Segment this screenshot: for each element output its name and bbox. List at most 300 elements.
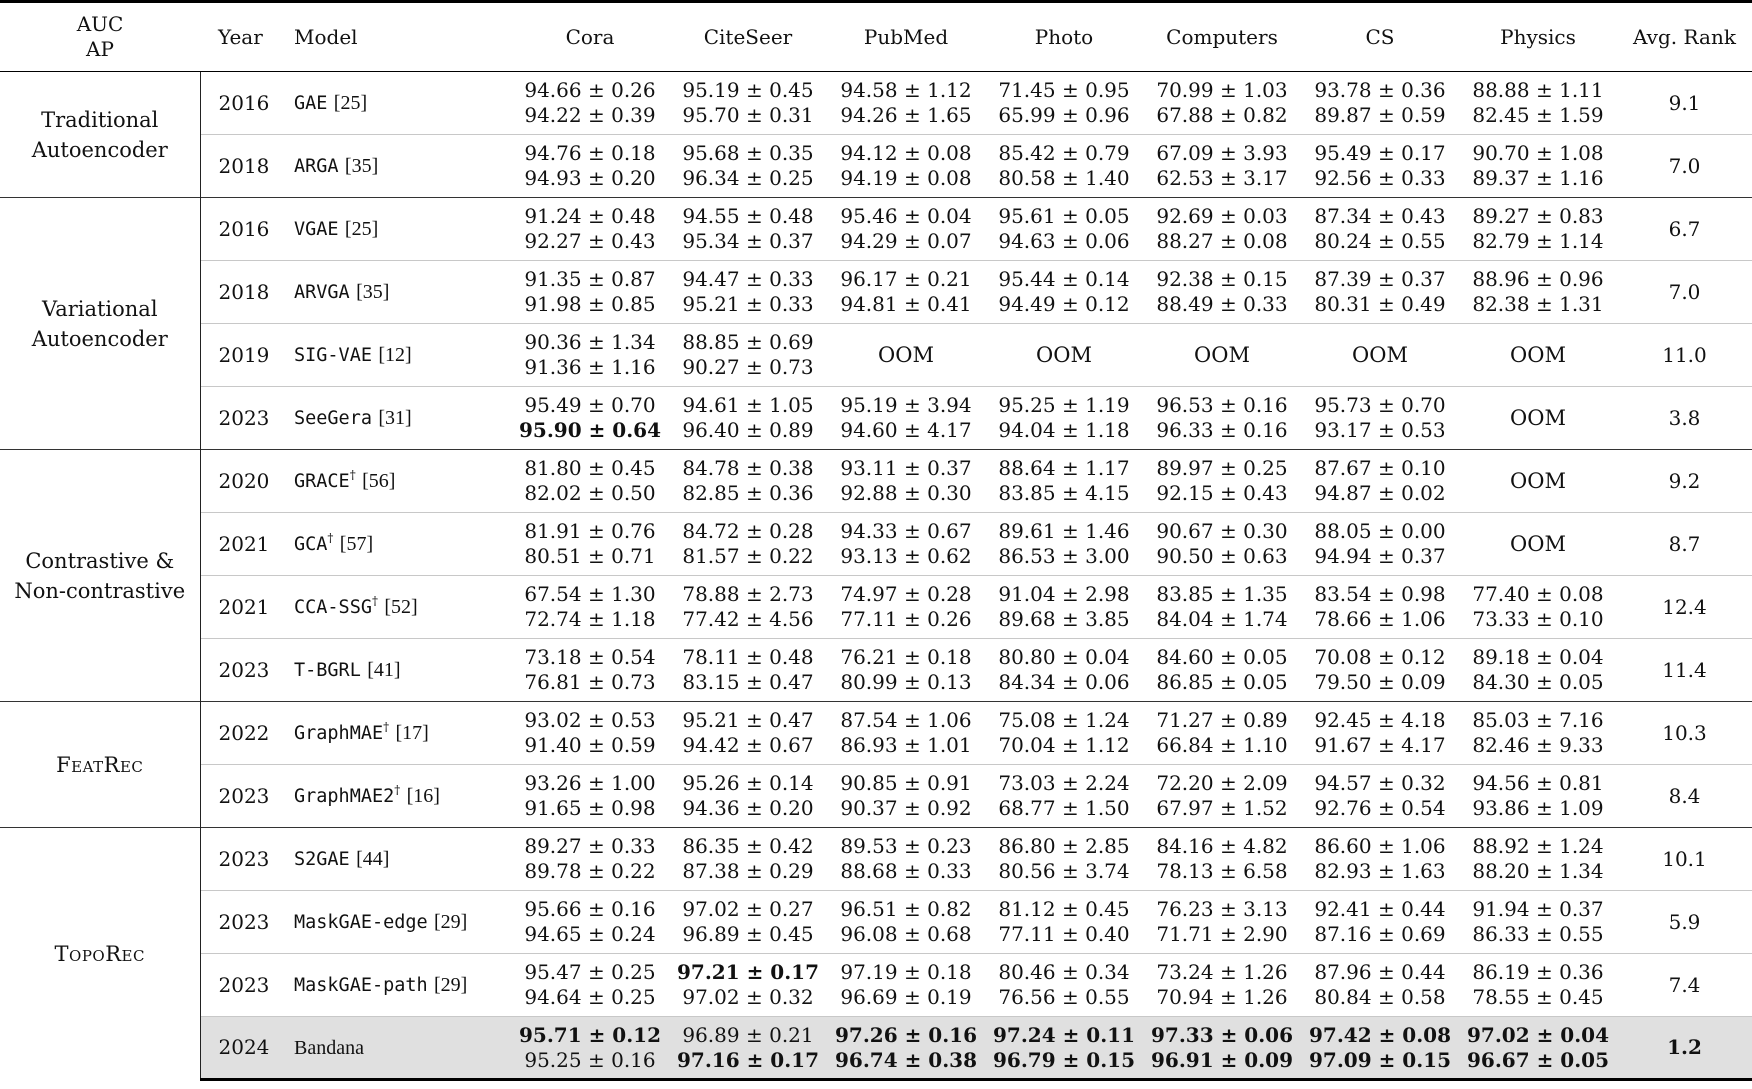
metric-cell [985,828,1143,891]
metric-cell [1459,261,1617,324]
ap-value: 94.29 ± 0.07 [840,229,972,253]
auc-value: 88.85 ± 0.69 [682,330,814,354]
model-header: Model [279,2,511,72]
year-cell: 2023 [200,828,279,891]
auc-value: 91.04 ± 2.98 [998,582,1130,606]
auc-value: 91.24 ± 0.48 [524,204,656,228]
ap-value: 81.57 ± 0.22 [682,544,814,568]
ap-value: 94.42 ± 0.67 [682,733,814,757]
metric-cell [827,1017,985,1080]
ap-value: 82.46 ± 9.33 [1472,733,1604,757]
auc-value: 97.21 ± 0.17 [676,960,820,984]
ap-value: 92.76 ± 0.54 [1314,796,1446,820]
model-name: GAE [294,93,328,114]
ap-value: 96.34 ± 0.25 [682,166,814,190]
auc-value: 92.69 ± 0.03 [1156,204,1288,228]
ap-value: 67.88 ± 0.82 [1156,103,1288,127]
metric-cell [827,702,985,765]
metric-cell [985,954,1143,1017]
metric-cell [1143,387,1301,450]
table-row [0,954,1752,1017]
metric-cell [1143,954,1301,1017]
metric-cell [669,828,827,891]
auc-value: 87.34 ± 0.43 [1314,204,1446,228]
ap-value: 80.51 ± 0.71 [524,544,656,568]
auc-value: 86.80 ± 2.85 [998,834,1130,858]
table-row [0,387,1752,450]
metric-cell [511,576,669,639]
avg-rank-header: Avg. Rank [1617,2,1752,72]
metric-cell [1143,765,1301,828]
auc-value: 94.47 ± 0.33 [682,267,814,291]
metric-cell [669,72,827,135]
avg-rank-cell: 12.4 [1617,576,1752,639]
avg-rank-cell: 8.4 [1617,765,1752,828]
citation-ref: [25] [344,218,379,240]
metric-cell [511,702,669,765]
ap-value: 96.91 ± 0.09 [1150,1047,1294,1072]
table-row [0,198,1752,261]
avg-rank-cell: 7.4 [1617,954,1752,1017]
model-name: T-BGRL [294,660,361,681]
metric-cell [1301,954,1459,1017]
auc-value: 71.45 ± 0.95 [998,78,1130,102]
metric-cell [1459,72,1617,135]
ap-value: 62.53 ± 3.17 [1156,166,1288,190]
auc-value: 94.76 ± 0.18 [524,141,656,165]
table-row [0,639,1752,702]
group-label-line: FeatRec [56,752,144,777]
ap-value: 94.81 ± 0.41 [840,292,972,316]
auc-value: 86.35 ± 0.42 [682,834,814,858]
ap-value: 90.27 ± 0.73 [682,355,814,379]
oom-value: OOM [1510,405,1566,430]
ap-value: 91.98 ± 0.85 [524,292,656,316]
ap-value: 77.11 ± 0.26 [840,607,972,631]
auc-value: 96.89 ± 0.21 [682,1022,814,1047]
auc-value: 67.09 ± 3.93 [1156,141,1288,165]
metric-cell [1459,1017,1617,1080]
auc-value: 94.12 ± 0.08 [840,141,972,165]
metric-cell [511,1017,669,1080]
ap-value: 94.22 ± 0.39 [524,103,656,127]
metric-cell [1301,1017,1459,1080]
citation-ref: [12] [378,344,412,366]
metric-cell [1459,513,1617,576]
ap-value: 94.65 ± 0.24 [524,922,656,946]
metric-cell [1301,198,1459,261]
oom-value: OOM [1510,468,1566,493]
dataset-header-photo: Photo [985,2,1143,72]
ap-value: 95.70 ± 0.31 [682,103,814,127]
metric-ap-label: AP [86,37,114,61]
auc-value: 94.56 ± 0.81 [1472,771,1604,795]
metric-cell [1301,765,1459,828]
metric-cell [827,891,985,954]
ap-value: 93.13 ± 0.62 [840,544,972,568]
ap-value: 84.30 ± 0.05 [1472,670,1604,694]
auc-value: 84.78 ± 0.38 [682,456,814,480]
citation-ref: [35] [356,281,390,303]
metric-cell [1459,828,1617,891]
auc-value: 78.88 ± 2.73 [682,582,814,606]
auc-value: 87.67 ± 0.10 [1314,456,1446,480]
auc-value: 89.18 ± 0.04 [1472,645,1604,669]
metric-cell [1301,135,1459,198]
table-row [0,450,1752,513]
ap-value: 91.40 ± 0.59 [524,733,656,757]
ap-value: 73.33 ± 0.10 [1472,607,1604,631]
metric-cell [1143,198,1301,261]
ap-value: 67.97 ± 1.52 [1156,796,1288,820]
model-cell [279,72,511,135]
citation-ref: [52] [384,596,418,618]
metric-cell [1143,891,1301,954]
auc-value: 71.27 ± 0.89 [1156,708,1288,732]
metric-cell [1301,891,1459,954]
metric-cell [827,324,985,387]
oom-value: OOM [878,342,934,367]
metric-cell [985,72,1143,135]
auc-value: 75.08 ± 1.24 [998,708,1130,732]
group-label [0,702,200,828]
auc-value: 86.60 ± 1.06 [1314,834,1446,858]
metric-cell [669,954,827,1017]
group-label-line: Variational [41,296,158,321]
metric-cell [669,891,827,954]
year-cell: 2016 [200,198,279,261]
ap-value: 94.04 ± 1.18 [998,418,1130,442]
citation-ref: [41] [367,659,401,681]
metric-cell [827,198,985,261]
avg-rank-cell: 10.3 [1617,702,1752,765]
metric-cell [1459,135,1617,198]
table-row [0,702,1752,765]
metric-cell [511,891,669,954]
auc-value: 86.19 ± 0.36 [1472,960,1604,984]
ap-value: 95.34 ± 0.37 [682,229,814,253]
model-name: ARVGA [294,282,350,303]
ap-value: 77.11 ± 0.40 [998,922,1130,946]
ap-value: 94.87 ± 0.02 [1314,481,1446,505]
citation-ref: [31] [378,407,412,429]
avg-rank-cell: 1.2 [1617,1017,1752,1080]
auc-value: 97.33 ± 0.06 [1150,1022,1294,1047]
ap-value: 94.26 ± 1.65 [840,103,972,127]
metric-cell [511,765,669,828]
auc-value: 87.39 ± 0.37 [1314,267,1446,291]
ap-value: 94.60 ± 4.17 [840,418,972,442]
auc-value: 97.42 ± 0.08 [1308,1022,1452,1047]
ap-value: 80.84 ± 0.58 [1314,985,1446,1009]
auc-value: 97.26 ± 0.16 [834,1022,978,1047]
citation-ref: [16] [406,785,440,807]
metric-cell [985,576,1143,639]
ap-value: 83.15 ± 0.47 [682,670,814,694]
auc-value: 91.35 ± 0.87 [524,267,656,291]
ap-value: 80.24 ± 0.55 [1314,229,1446,253]
year-cell: 2023 [200,891,279,954]
auc-value: 76.23 ± 3.13 [1156,897,1288,921]
group-label [0,828,200,1080]
group-label-line: Autoencoder [31,137,168,162]
ap-value: 96.74 ± 0.38 [834,1047,978,1072]
auc-value: 94.33 ± 0.67 [840,519,972,543]
metric-cell [511,828,669,891]
auc-value: 73.24 ± 1.26 [1156,960,1288,984]
auc-value: 95.26 ± 0.14 [682,771,814,795]
metric-cell [669,450,827,513]
avg-rank-cell: 10.1 [1617,828,1752,891]
oom-value: OOM [1510,342,1566,367]
ap-value: 92.56 ± 0.33 [1314,166,1446,190]
metric-cell [827,828,985,891]
auc-value: 81.12 ± 0.45 [998,897,1130,921]
auc-value: 97.02 ± 0.27 [682,897,814,921]
auc-value: 89.27 ± 0.33 [524,834,656,858]
metric-cell [827,387,985,450]
metric-cell [669,324,827,387]
auc-value: 95.49 ± 0.17 [1314,141,1446,165]
auc-value: 89.53 ± 0.23 [840,834,972,858]
metric-cell [1301,513,1459,576]
citation-ref: [35] [344,155,379,177]
auc-value: 85.42 ± 0.79 [998,141,1130,165]
metric-cell [827,513,985,576]
metric-cell [1301,576,1459,639]
metric-cell [985,1017,1143,1080]
model-name: S2GAE [294,849,350,870]
table-row [0,576,1752,639]
metric-cell [1459,324,1617,387]
metric-cell [511,324,669,387]
auc-value: 67.54 ± 1.30 [524,582,656,606]
avg-rank-cell: 7.0 [1617,135,1752,198]
auc-value: 84.60 ± 0.05 [1156,645,1288,669]
citation-ref: [44] [356,848,390,870]
metric-cell [669,765,827,828]
metric-cell [511,72,669,135]
ap-value: 82.79 ± 1.14 [1472,229,1604,253]
metric-cell [511,639,669,702]
model-cell [279,1017,511,1080]
ap-value: 84.34 ± 0.06 [998,670,1130,694]
auc-value: 96.51 ± 0.82 [840,897,972,921]
ap-value: 77.42 ± 4.56 [682,607,814,631]
auc-value: 96.53 ± 0.16 [1156,393,1288,417]
auc-value: 84.72 ± 0.28 [682,519,814,543]
auc-value: 89.61 ± 1.46 [998,519,1130,543]
ap-value: 80.58 ± 1.40 [998,166,1130,190]
dagger-mark: † [327,531,334,545]
auc-value: 95.49 ± 0.70 [524,393,656,417]
table-row [0,261,1752,324]
ap-value: 87.38 ± 0.29 [682,859,814,883]
year-cell: 2020 [200,450,279,513]
metric-cell [1301,450,1459,513]
metric-cell [1301,72,1459,135]
avg-rank-cell: 6.7 [1617,198,1752,261]
avg-rank-cell: 7.0 [1617,261,1752,324]
ap-value: 95.25 ± 0.16 [524,1047,656,1072]
metric-cell [1143,702,1301,765]
auc-value: 95.61 ± 0.05 [998,204,1130,228]
auc-value: 92.41 ± 0.44 [1314,897,1446,921]
ap-value: 96.33 ± 0.16 [1156,418,1288,442]
model-name: ARGA [294,156,339,177]
ap-value: 78.66 ± 1.06 [1314,607,1446,631]
auc-value: 90.85 ± 0.91 [840,771,972,795]
model-cell [279,765,511,828]
ap-value: 95.21 ± 0.33 [682,292,814,316]
model-cell [279,135,511,198]
dataset-header-citeseer: CiteSeer [669,2,827,72]
auc-value: 89.27 ± 0.83 [1472,204,1604,228]
metric-cell [985,639,1143,702]
ap-value: 88.20 ± 1.34 [1472,859,1604,883]
metric-cell [985,261,1143,324]
auc-value: 90.67 ± 0.30 [1156,519,1288,543]
ap-value: 86.53 ± 3.00 [998,544,1130,568]
ap-value: 89.78 ± 0.22 [524,859,656,883]
metric-cell [511,261,669,324]
dataset-header-pubmed: PubMed [827,2,985,72]
group-label-line: Traditional [41,107,159,132]
metric-cell [1143,639,1301,702]
metric-cell [1143,135,1301,198]
ap-value: 95.90 ± 0.64 [518,418,662,442]
dagger-mark: † [394,783,401,797]
ap-value: 80.99 ± 0.13 [840,670,972,694]
ap-value: 91.65 ± 0.98 [524,796,656,820]
metric-cell [1301,387,1459,450]
auc-value: 90.36 ± 1.34 [524,330,656,354]
auc-value: 93.11 ± 0.37 [840,456,972,480]
table-row [0,891,1752,954]
auc-value: 72.20 ± 2.09 [1156,771,1288,795]
model-name: SIG-VAE [294,345,372,366]
auc-value: 94.58 ± 1.12 [840,78,972,102]
ap-value: 88.68 ± 0.33 [840,859,972,883]
auc-value: 96.17 ± 0.21 [840,267,972,291]
metric-cell [1143,450,1301,513]
metric-cell [1459,450,1617,513]
auc-value: 95.44 ± 0.14 [998,267,1130,291]
auc-value: 95.47 ± 0.25 [524,960,656,984]
metric-cell [1301,828,1459,891]
model-name: MaskGAE-edge [294,912,428,933]
table-body [0,72,1752,1080]
metric-cell [669,198,827,261]
auc-value: 93.26 ± 1.00 [524,771,656,795]
metric-cell [1143,828,1301,891]
ap-value: 78.55 ± 0.45 [1472,985,1604,1009]
metric-cell [827,72,985,135]
oom-value: OOM [1352,342,1408,367]
model-cell [279,450,511,513]
group-label-line: Autoencoder [31,326,168,351]
ap-value: 87.16 ± 0.69 [1314,922,1446,946]
ap-value: 82.45 ± 1.59 [1472,103,1604,127]
group-label-line: Non-contrastive [14,578,186,603]
year-cell: 2023 [200,765,279,828]
model-name: GraphMAE [294,723,384,744]
metric-cell [669,702,827,765]
auc-value: 88.05 ± 0.00 [1314,519,1446,543]
ap-value: 70.04 ± 1.12 [998,733,1130,757]
auc-value: 89.97 ± 0.25 [1156,456,1288,480]
metric-cell [1459,891,1617,954]
auc-value: 95.68 ± 0.35 [682,141,814,165]
auc-value: 97.24 ± 0.11 [992,1022,1136,1047]
dataset-header-cs: CS [1301,2,1459,72]
dagger-mark: † [349,468,356,482]
metric-cell [1143,513,1301,576]
metric-cell [1459,639,1617,702]
ap-value: 92.88 ± 0.30 [840,481,972,505]
metric-cell [1459,198,1617,261]
table-row [0,1017,1752,1080]
metric-cell [669,513,827,576]
table-header [0,2,1752,72]
auc-value: 95.19 ± 0.45 [682,78,814,102]
auc-value: 95.66 ± 0.16 [524,897,656,921]
ap-value: 94.93 ± 0.20 [524,166,656,190]
ap-value: 78.13 ± 6.58 [1156,859,1288,883]
metric-cell [1143,324,1301,387]
metric-cell [1459,576,1617,639]
model-cell [279,954,511,1017]
auc-value: 80.46 ± 0.34 [998,960,1130,984]
avg-rank-cell: 9.1 [1617,72,1752,135]
metric-cell [1143,1017,1301,1080]
ap-value: 88.27 ± 0.08 [1156,229,1288,253]
year-cell: 2018 [200,135,279,198]
metric-cell [985,387,1143,450]
table-row [0,135,1752,198]
dataset-header-computers: Computers [1143,2,1301,72]
ap-value: 90.50 ± 0.63 [1156,544,1288,568]
ap-value: 86.33 ± 0.55 [1472,922,1604,946]
auc-value: 73.03 ± 2.24 [998,771,1130,795]
dataset-header-cora: Cora [511,2,669,72]
year-cell: 2021 [200,513,279,576]
auc-value: 95.21 ± 0.47 [682,708,814,732]
ap-value: 94.36 ± 0.20 [682,796,814,820]
auc-value: 83.85 ± 1.35 [1156,582,1288,606]
metric-cell [1459,954,1617,1017]
metric-cell [1301,639,1459,702]
ap-value: 79.50 ± 0.09 [1314,670,1446,694]
table-row [0,72,1752,135]
metric-cell [669,1017,827,1080]
metric-cell [985,450,1143,513]
metric-cell [669,387,827,450]
ap-value: 94.94 ± 0.37 [1314,544,1446,568]
model-name: GraphMAE2 [294,786,395,807]
ap-value: 97.02 ± 0.32 [682,985,814,1009]
auc-value: 95.73 ± 0.70 [1314,393,1446,417]
citation-ref: [29] [434,911,468,933]
auc-value: 81.80 ± 0.45 [524,456,656,480]
year-cell: 2023 [200,954,279,1017]
citation-ref: [29] [434,974,468,996]
ap-value: 96.89 ± 0.45 [682,922,814,946]
group-label [0,450,200,702]
auc-value: 87.96 ± 0.44 [1314,960,1446,984]
metric-cell [511,513,669,576]
auc-value: 84.16 ± 4.82 [1156,834,1288,858]
